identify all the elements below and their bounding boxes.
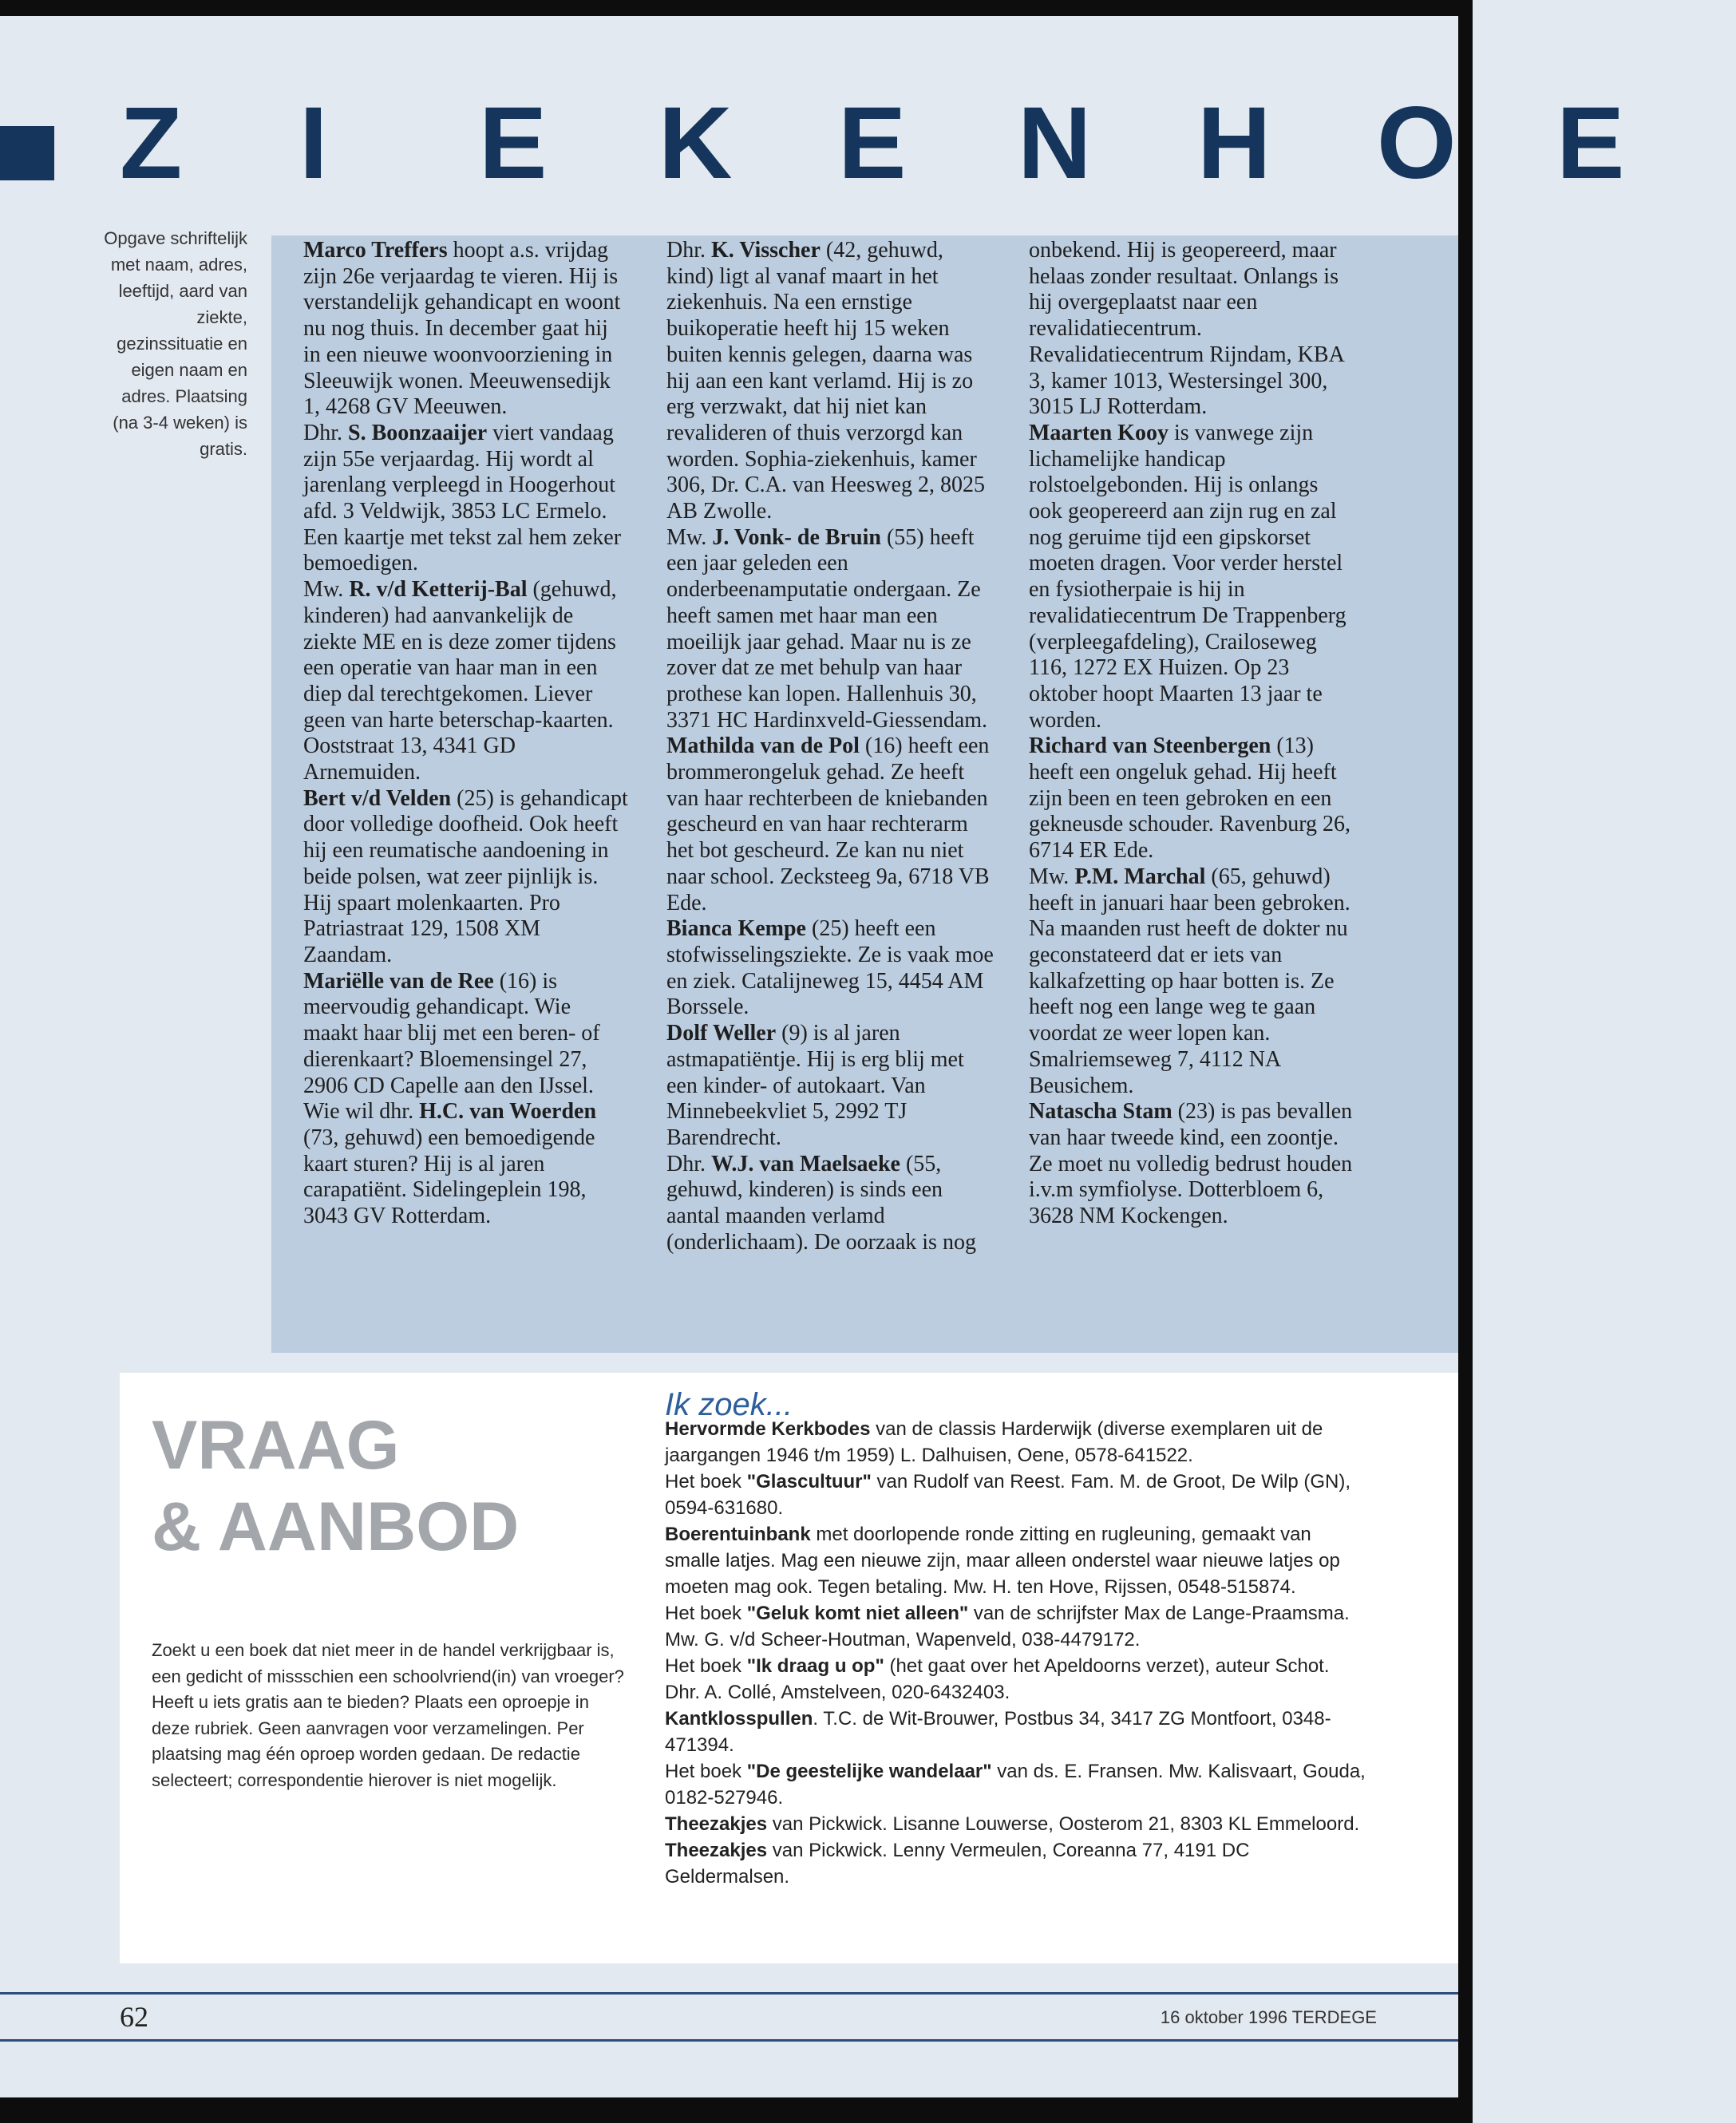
notice-prefix: Wie wil dhr.: [303, 1099, 420, 1125]
header-letter: E: [479, 86, 548, 200]
notice-text: hoopt a.s. vrijdag zijn 26e verjaardag te vieren. Hij is verstandelijk gehandicapt en woont nu nog thuis. In december gaat hij in een nieuwe woonvoorziening in Sleeuwijk wonen. Meeuwensedijk 1, 4268 GV Meeuwen.: [303, 238, 621, 420]
notice-text: (42, gehuwd, kind) ligt al vanaf maart in het ziekenhuis. Na een ernstige buikoperatie heeft hij 15 weken buiten kennis gelegen, daarna was hij aan een kant verlamd. Hij is zo erg verzwakt, dat hij niet kan revalideren of thuis verzorgd kan worden. Sophia-ziekenhuis, kamer 306, Dr. C.A. van Heesweg 2, 8025 AB Zwolle.: [666, 238, 985, 524]
ad-item: [665, 1653, 1367, 1706]
notice-name: K. Visscher: [711, 238, 821, 263]
notice-entry: [303, 1099, 631, 1230]
notice-name: Richard van Steenbergen: [1029, 733, 1271, 759]
notices-column-1: [303, 238, 631, 1230]
notice-entry: [1029, 733, 1356, 864]
ad-item: [665, 1469, 1367, 1521]
notice-text: (gehuwd, kinderen) had aanvankelijk de ziekte ME en is deze zomer tijdens een operatie van haar man in een diep dal terechtgekomen. Liever geen van harte beterschap-kaarten. Ooststraat 13, 4341 GD Arnemuiden.: [303, 577, 617, 785]
notice-name: H.C. van Woerden: [419, 1099, 597, 1125]
ad-prefix: Het boek: [665, 1761, 747, 1782]
notice-text: onbekend. Hij is geopereerd, maar helaas zonder resultaat. Onlangs is hij overgeplaatst naar een revalidatiecentrum. Revalidatiecentrum Rijndam, KBA 3, kamer 1013, Westersingel 300, 3015 LJ Rotterdam.: [1029, 238, 1344, 420]
notice-name: Marco Treffers: [303, 238, 448, 263]
header-letter: O: [1377, 86, 1457, 200]
notice-text: (23) is pas bevallen van haar tweede kind, een zoontje. Ze moet nu volledig bedrust houden i.v.m symfiolyse. Dotterbloem 6, 3628 NM Kockengen.: [1029, 1099, 1353, 1229]
issue-info: 16 oktober 1996 TERDEGE: [1160, 2007, 1377, 2027]
notice-entry: [1029, 238, 1356, 421]
ad-item: [665, 1758, 1367, 1811]
bottom-border: [0, 2097, 1473, 2123]
ad-text: met doorlopende ronde zitting en rugleuning, gemaakt van smalle latjes. Mag een nieuwe zijn, maar alleen onderstel waar nieuwe latjes op moeten mag ook. Tegen betaling. Mw. H. ten Hove, Rijssen, 0548-515874.: [665, 1524, 1340, 1598]
ad-text: (het gaat over het Apeldoorns verzet), auteur Schot. Dhr. A. Collé, Amstelveen, 020-6432403.: [665, 1655, 1330, 1703]
ad-subject: Theezakjes: [665, 1813, 768, 1835]
vraag-aanbod-title-line-2: & AANBOD: [152, 1488, 520, 1565]
notice-text: (25) heeft een stofwisselingsziekte. Ze is vaak moe en ziek. Catalijneweg 15, 4454 AM Borssele.: [666, 916, 994, 1020]
ad-text: van de schrijfster Max de Lange-Praamsma. Mw. G. v/d Scheer-Houtman, Wapenveld, 038-4479172.: [665, 1603, 1350, 1651]
notice-text: (25) is gehandicapt door volledige doofheid. Ook heeft hij een reumatische aandoening in beide polsen, wat zeer pijnlijk is. Hij spaart molenkaarten. Pro Patriastraat 129, 1508 XM Zaandam.: [303, 785, 628, 967]
right-border: [1458, 0, 1473, 2123]
notice-name: J. Vonk- de Bruin: [712, 524, 881, 550]
page-number: 62: [120, 2001, 148, 2033]
notice-entry: [303, 969, 631, 1100]
notice-name: Bert v/d Velden: [303, 785, 452, 811]
notice-text: (55) heeft een jaar geleden een onderbeenamputatie ondergaan. Ze heeft samen met haar man een moeilijk jaar gehad. Maar nu is ze zover dat ze met behulp van haar prothese kan lopen. Hallenhuis 30, 3371 HC Hardinxveld-Giessendam.: [666, 524, 988, 733]
ads-list: [665, 1416, 1367, 1890]
ad-prefix: Het boek: [665, 1603, 747, 1624]
header-letter: N: [1018, 86, 1092, 200]
notice-name: Mathilda van de Pol: [666, 733, 860, 759]
ad-text: van Rudolf van Reest. Fam. M. de Groot, De Wilp (GN), 0594-631680.: [665, 1471, 1351, 1519]
ad-subject: Boerentuinbank: [665, 1524, 811, 1545]
notice-entry: [1029, 864, 1356, 1099]
ad-item: [665, 1521, 1367, 1600]
footer-rule-bottom: [0, 2039, 1458, 2042]
notice-name: R. v/d Ketterij-Bal: [349, 577, 528, 603]
notice-name: W.J. van Maelsaeke: [711, 1151, 900, 1176]
vraag-aanbod-intro: Zoekt u een boek dat niet meer in de handel verkrijgbaar is, een gedicht of missschien een schoolvriend(in) van vroeger? Heeft u iets gratis aan te bieden? Plaats een oproepje in deze rubriek. Geen aanvragen voor verzamelingen. Per plaatsing mag één oproep worden gedaan. De redactie selecteert; correspondentie hierover is niet mogelijk.: [152, 1640, 624, 1790]
notice-entry: [303, 421, 631, 577]
notice-name: Mariëlle van de Ree: [303, 968, 494, 994]
header-letter: H: [1197, 86, 1271, 200]
vraag-aanbod-title: [152, 1405, 631, 1568]
ad-subject: "De geestelijke wandelaar": [746, 1761, 992, 1782]
notice-text: (16) is meervoudig gehandicapt. Wie maakt haar blij met een beren- of dierenkaart? Bloemensingel 27, 2906 CD Capelle aan den IJssel.: [303, 968, 600, 1098]
ad-item: [665, 1837, 1367, 1890]
ad-text: van de classis Harderwijk (diverse exemplaren uit de jaargangen 1946 t/m 1959) L. Dalhuisen, Oene, 0578-641522.: [665, 1418, 1323, 1466]
ad-text: van Pickwick. Lenny Vermeulen, Coreanna 77, 4191 DC Geldermalsen.: [665, 1840, 1250, 1888]
ad-item: [665, 1600, 1367, 1653]
notice-name: Natascha Stam: [1029, 1099, 1172, 1125]
vraag-aanbod-title-line-1: VRAAG: [152, 1407, 400, 1484]
ad-prefix: Het boek: [665, 1655, 747, 1677]
notice-text: (13) heeft een ongeluk gehad. Hij heeft zijn been en teen gebroken en een gekneusde schouder. Ravenburg 26, 6714 ER Ede.: [1029, 733, 1351, 864]
notice-entry: [666, 916, 994, 1021]
notice-prefix: Dhr.: [666, 1151, 711, 1176]
ad-subject: "Ik draag u op": [746, 1655, 884, 1677]
notice-text: viert vandaag zijn 55e verjaardag. Hij wordt al jarenlang verpleegd in Hoogerhout afd. 3 Veldwijk, 3853 LC Ermelo. Een kaartje met tekst zal hem zeker bemoedigen.: [303, 420, 622, 576]
ad-subject: Theezakjes: [665, 1840, 768, 1861]
notice-prefix: Mw.: [1029, 864, 1075, 889]
notice-entry: [666, 238, 994, 525]
notice-text: is vanwege zijn lichamelijke handicap rolstoelgebonden. Hij is onlangs ook geopereerd aan zijn rug en zal nog geruime tijd een gipskorset moeten dragen. Voor verder herstel en fysiotherpaie is hij in revalidatiecentrum De Trappenberg (verpleegafdeling), Crailoseweg 116, 1272 EX Huizen. Op 23 oktober hoopt Maarten 13 jaar te worden.: [1029, 420, 1346, 733]
header-letter: K: [658, 86, 733, 200]
notice-text: (55, gehuwd, kinderen) is sinds een aantal maanden verlamd (onderlichaam). De oorzaak is nog: [666, 1151, 976, 1255]
notice-name: Dolf Weller: [666, 1021, 777, 1046]
notice-entry: [666, 525, 994, 734]
submission-note: Opgave schriftelijk met naam, adres, leeftijd, aard van ziekte, gezinssituatie en eigen naam en adres. Plaatsing (na 3-4 weken) is gratis.: [104, 228, 247, 459]
header-square-marker: [0, 126, 54, 180]
notice-prefix: Mw.: [303, 577, 350, 603]
ad-text: van Pickwick. Lisanne Louwerse, Oosterom 21, 8303 KL Emmeloord.: [767, 1813, 1360, 1835]
notice-prefix: Mw.: [666, 524, 713, 550]
notice-prefix: Dhr.: [303, 420, 348, 445]
notice-entry: [666, 1021, 994, 1152]
ad-prefix: Het boek: [665, 1471, 747, 1492]
notices-column-3: [1029, 238, 1356, 1230]
notice-entry: [303, 577, 631, 786]
notice-entry: [303, 786, 631, 969]
notice-entry: [666, 1152, 994, 1256]
notice-entry: [303, 238, 631, 421]
ad-subject: Kantklosspullen: [665, 1708, 813, 1730]
ad-subject: Hervormde Kerkbodes: [665, 1418, 871, 1440]
header-letter: I: [299, 86, 328, 200]
top-border: [0, 0, 1473, 16]
ad-item: [665, 1706, 1367, 1758]
notice-name: P.M. Marchal: [1074, 864, 1206, 889]
ad-subject: "Geluk komt niet alleen": [746, 1603, 969, 1624]
ad-subject: "Glascultuur": [746, 1471, 872, 1492]
notice-text: (16) heeft een brommerongeluk gehad. Ze heeft van haar rechterbeen de kniebanden gescheurd en van haar rechterarm het bot gescheurd. Ze kan nu niet naar school. Zecksteeg 9a, 6718 VB Ede.: [666, 733, 990, 915]
notice-text: (73, gehuwd) een bemoedigende kaart sturen? Hij is al jaren carapatiënt. Sidelingeplein 198, 3043 GV Rotterdam.: [303, 1125, 595, 1229]
notice-name: S. Boonzaaijer: [348, 420, 488, 445]
notice-text: (65, gehuwd) heeft in januari haar been gebroken. Na maanden rust heeft de dokter nu geconstateerd dat er iets van kalkafzetting op haar botten is. Ze heeft nog een lange weg te gaan voordat ze weer lopen kan. Smalriemseweg 7, 4112 NA Beusichem.: [1029, 864, 1350, 1098]
notice-entry: [1029, 421, 1356, 733]
notice-prefix: Dhr.: [666, 238, 711, 263]
notices-column-2: [666, 238, 994, 1255]
ad-item: [665, 1416, 1367, 1469]
notice-name: Maarten Kooy: [1029, 420, 1169, 445]
header-title: [120, 86, 1625, 200]
section-header: [0, 86, 1625, 200]
ad-text: van ds. E. Fransen. Mw. Kalisvaart, Gouda, 0182-527946.: [665, 1761, 1366, 1809]
header-letter: E: [1556, 86, 1625, 200]
ads-heading: Ik zoek...: [665, 1387, 793, 1422]
footer-rule-top: [0, 1992, 1458, 1995]
notice-entry: [666, 733, 994, 916]
ad-text: . T.C. de Wit-Brouwer, Postbus 34, 3417 ZG Montfoort, 0348-471394.: [665, 1708, 1331, 1756]
header-letter: Z: [120, 86, 183, 200]
notice-text: (9) is al jaren astmapatiëntje. Hij is erg blij met een kinder- of autokaart. Van Minnebeekvliet 5, 2992 TJ Barendrecht.: [666, 1021, 964, 1150]
notice-name: Bianca Kempe: [666, 916, 806, 942]
ad-item: [665, 1811, 1367, 1837]
header-letter: E: [838, 86, 907, 200]
notice-entry: [1029, 1099, 1356, 1230]
